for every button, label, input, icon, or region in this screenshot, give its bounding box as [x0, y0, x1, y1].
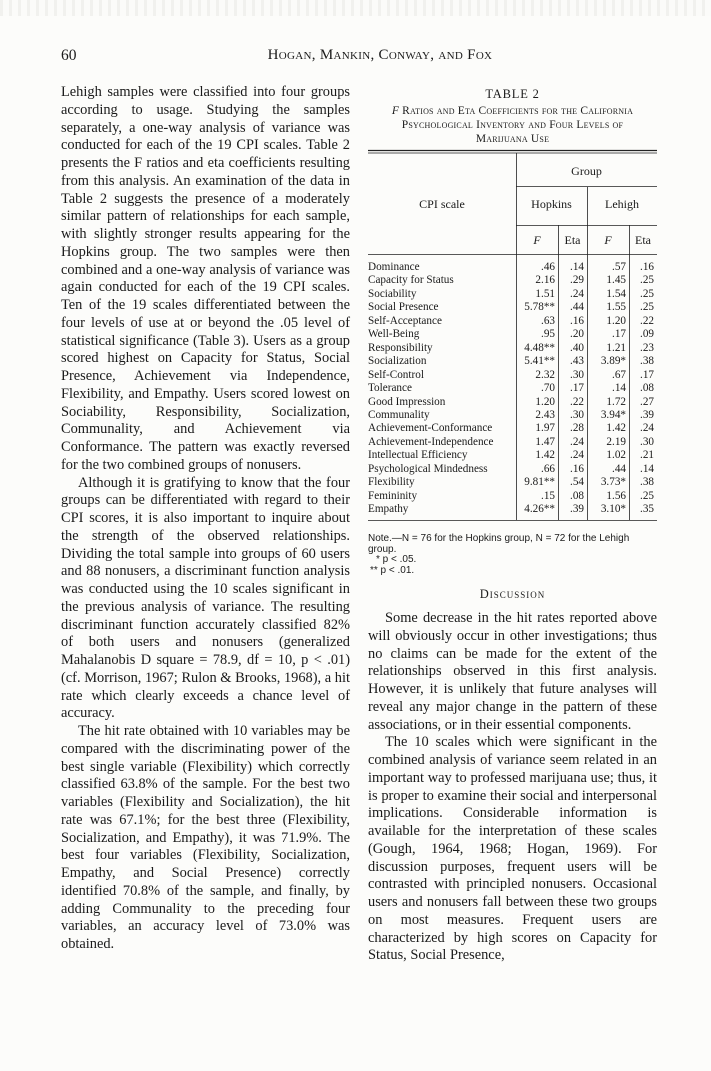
cell-lehigh-f: .44 [612, 462, 626, 475]
cell-lehigh-f: 3.10* [600, 503, 626, 516]
cell-scale: Tolerance [368, 382, 412, 395]
cell-scale: Self-Acceptance [368, 314, 442, 327]
running-head: Hogan, Mankin, Conway, and Fox [267, 47, 493, 63]
cell-scale: Well-Being [368, 328, 420, 341]
cell-hopkins-eta: .39 [570, 503, 584, 516]
cell-scale: Empathy [368, 503, 409, 516]
cell-lehigh-f: 3.89* [600, 355, 626, 368]
discussion-paragraph-2: The 10 scales which were significant in the combined analysis of variance seem related in an important way to professed marijuana use; thus, it is proper to examine their social and interpersonal implications. Considerable information is available for the interpretation of these scales (Gough, 1964, 1968; Hogan, 1969). For discussion purposes, frequent users will be contrasted with principled nonusers. Occasional users and nonusers fall between these two groups on most measures. Frequent users are characterized by high scores on Capacity for Status, Social Presence, [368, 734, 657, 964]
cell-hopkins-f: 1.47 [535, 435, 555, 448]
cell-hopkins-f: .70 [541, 382, 555, 395]
cell-lehigh-f: 1.21 [606, 341, 626, 354]
cell-scale: Communality [368, 408, 430, 421]
cell-lehigh-eta: .25 [640, 274, 654, 287]
cell-hopkins-eta: .28 [570, 422, 584, 435]
cell-lehigh-eta: .30 [640, 435, 654, 448]
cell-hopkins-f: 9.81** [524, 476, 555, 489]
cell-hopkins-eta: .16 [570, 462, 584, 475]
table-header-hopkins-eta: Eta [564, 233, 581, 247]
cell-hopkins-eta: .44 [570, 301, 584, 314]
table-header-lehigh: Lehigh [605, 197, 639, 211]
cell-hopkins-f: 5.41** [524, 355, 555, 368]
table-note-n: Note.—N = 76 for the Hopkins group, N = 72 for the Lehigh group. [368, 533, 630, 555]
cell-lehigh-f: 1.02 [606, 449, 626, 462]
cell-lehigh-eta: .09 [640, 328, 654, 341]
cell-lehigh-f: 1.45 [606, 274, 626, 287]
cell-scale: Femininity [368, 489, 418, 502]
cell-hopkins-f: 4.26** [524, 503, 555, 516]
table-note-p01: ** p < .01. [370, 564, 415, 576]
table-caption-f: F [391, 105, 400, 117]
cell-hopkins-f: 4.48** [524, 341, 555, 354]
cell-lehigh-f: 1.42 [606, 422, 626, 435]
cell-lehigh-eta: .25 [640, 489, 654, 502]
cell-hopkins-f: .66 [541, 462, 555, 475]
cell-lehigh-eta: .38 [640, 476, 654, 489]
cell-lehigh-eta: .25 [640, 301, 654, 314]
cell-scale: Achievement-Independence [368, 435, 494, 448]
cell-hopkins-f: 2.32 [535, 368, 555, 381]
page-number: 60 [61, 47, 77, 64]
cell-lehigh-f: .17 [612, 328, 626, 341]
cell-lehigh-eta: .24 [640, 422, 654, 435]
table-header-cpi-scale: CPI scale [419, 197, 465, 211]
cell-lehigh-eta: .27 [640, 395, 654, 408]
table-note [368, 534, 657, 576]
table-header-lehigh-f: F [604, 233, 612, 247]
cell-lehigh-eta: .39 [640, 408, 654, 421]
cell-scale: Flexibility [368, 476, 415, 489]
cell-hopkins-eta: .30 [570, 408, 584, 421]
cell-hopkins-eta: .40 [570, 341, 584, 354]
cell-hopkins-eta: .24 [570, 435, 584, 448]
cell-lehigh-eta: .23 [640, 341, 654, 354]
discussion-text [368, 610, 657, 965]
cell-lehigh-eta: .25 [640, 287, 654, 300]
discussion-paragraph-1: Some decrease in the hit rates reported above will obviously occur in other investigations; thus no claims can be made for the extent of the relationships observed in this first analysis. However, it is unlikely that future analyses will reveal any major change in the pattern of these associations, or in their essential components. [368, 610, 657, 733]
cell-hopkins-eta: .20 [570, 328, 584, 341]
cell-lehigh-eta: .17 [640, 368, 654, 381]
cell-hopkins-eta: .22 [570, 395, 584, 408]
table-header-lehigh-eta: Eta [635, 233, 651, 247]
cell-lehigh-eta: .14 [640, 462, 654, 475]
cell-hopkins-f: 2.43 [535, 408, 555, 421]
cell-hopkins-eta: .16 [570, 314, 584, 327]
cell-lehigh-f: 2.19 [606, 435, 626, 448]
cell-hopkins-eta: .24 [570, 287, 584, 300]
cell-scale: Dominance [368, 261, 420, 273]
table-header-hopkins-f: F [533, 233, 541, 247]
cell-hopkins-f: 5.78** [524, 301, 555, 314]
cell-lehigh-f: .14 [612, 382, 626, 395]
table-header-hopkins: Hopkins [531, 197, 572, 211]
cell-hopkins-f: .63 [541, 314, 555, 327]
table-caption-text: Ratios and Eta Coefficients for the California Psychological Inventory and Four Levels of Marijuana Use [399, 105, 634, 145]
cell-lehigh-f: 1.72 [606, 395, 626, 408]
table-header-group: Group [571, 164, 602, 178]
cell-lehigh-f: 1.54 [606, 287, 626, 300]
cell-hopkins-f: 1.97 [535, 422, 555, 435]
cell-scale: Capacity for Status [368, 274, 454, 287]
cell-lehigh-f: 1.20 [606, 314, 626, 327]
cell-lehigh-f: 1.55 [606, 301, 626, 314]
cell-hopkins-f: 1.42 [535, 449, 555, 462]
cell-lehigh-f: .67 [612, 368, 626, 381]
cell-hopkins-eta: .14 [570, 261, 584, 273]
cell-lehigh-f: 3.94* [600, 408, 626, 421]
paragraph-1: Lehigh samples were classified into four groups according to usage. Studying the samples separately, a one-way analysis of variance was conducted for each of the 19 CPI scales. Table 2 presents the F ratios and eta coefficients resulting from this analysis. An examination of the data in Table 2 suggests the presence of a moderately similar pattern of relationships for each sample, with slightly stronger results appearing for the Hopkins group. The two samples were then combined and a one-way analysis of variance was again conducted for each of the 19 CPI scales. Ten of the 19 scales differentiated between the four levels of use at or beyond the .05 level of statistical significance (Table 3). Users as a group scored highest on Capacity for Status, Social Presence, Achievement via Independence, Flexibility, and Empathy. Users scored lowest on Sociability, Responsibility, Socialization, Communality, and Achievement via Conformance. The pattern was exactly reversed for the two combined groups of nonusers. [61, 84, 350, 473]
cell-scale: Sociability [368, 287, 417, 300]
cell-hopkins-eta: .30 [570, 368, 584, 381]
cell-lehigh-f: 3.73* [600, 476, 626, 489]
cell-hopkins-eta: .17 [570, 382, 584, 395]
cell-lehigh-eta: .21 [640, 449, 654, 462]
paragraph-2: Although it is gratifying to know that the four groups can be differentiated with regard to their CPI scores, it is also important to inquire about the strength of the observed relationships. Dividing the total sample into groups of 60 users and 88 nonusers, a discriminant function analysis was conducted using the 10 scales significant in the previous analysis of variance. The resulting discriminant function accurately classified 82% of both users and nonusers (generalized Mahalanobis D square = 78.9, df = 10, p < .01) (cf. Morrison, 1967; Rulon & Brooks, 1968), a hit rate which clearly exceeds a chance level of accuracy. [61, 474, 350, 722]
cell-hopkins-f: .95 [541, 328, 555, 341]
cell-hopkins-eta: .29 [570, 274, 584, 287]
cell-hopkins-f: 2.16 [535, 274, 555, 287]
table-note-p05: * p < .05. [376, 554, 417, 565]
table-label: TABLE 2 [485, 87, 540, 101]
cell-scale: Achievement-Conformance [368, 422, 493, 435]
cell-scale: Intellectual Efficiency [368, 449, 468, 462]
cell-scale: Social Presence [368, 301, 439, 314]
cell-hopkins-f: .15 [541, 489, 555, 502]
cell-scale: Good Impression [368, 395, 446, 408]
cell-lehigh-f: 1.56 [606, 489, 626, 502]
cell-hopkins-f: 1.51 [535, 287, 555, 300]
cell-hopkins-f: .46 [541, 261, 555, 273]
discussion-heading: Discussion [479, 587, 546, 601]
cell-scale: Psychological Mindedness [368, 462, 488, 475]
cell-lehigh-f: .57 [612, 261, 626, 273]
cell-lehigh-eta: .35 [640, 503, 654, 516]
cell-lehigh-eta: .16 [640, 261, 654, 273]
paragraph-3: The hit rate obtained with 10 variables may be compared with the discriminating power of the best single variable (Flexibility) which correctly classified 63.8% of the sample. For the best two variables (Flexibility and Socialization), the hit rate was 67.1%; for the best three (Flexibility, Socialization, and Empathy), it was 71.9%. The best four variables (Flexibility, Socialization, Empathy, and Social Presence) correctly identified 70.8% of the sample, and finally, by adding Communality to the preceding four variables, an accuracy level of 73.0% was obtained. [61, 723, 350, 952]
cell-hopkins-eta: .08 [570, 489, 584, 502]
cell-hopkins-eta: .54 [570, 476, 584, 489]
cell-lehigh-eta: .22 [640, 314, 654, 327]
cell-scale: Responsibility [368, 341, 433, 354]
cell-hopkins-eta: .24 [570, 449, 584, 462]
cell-scale: Socialization [368, 355, 427, 368]
cell-lehigh-eta: .08 [640, 382, 654, 395]
cell-lehigh-eta: .38 [640, 355, 654, 368]
cell-scale: Self-Control [368, 368, 424, 381]
cell-hopkins-f: 1.20 [535, 395, 555, 408]
cell-hopkins-eta: .43 [570, 355, 584, 368]
